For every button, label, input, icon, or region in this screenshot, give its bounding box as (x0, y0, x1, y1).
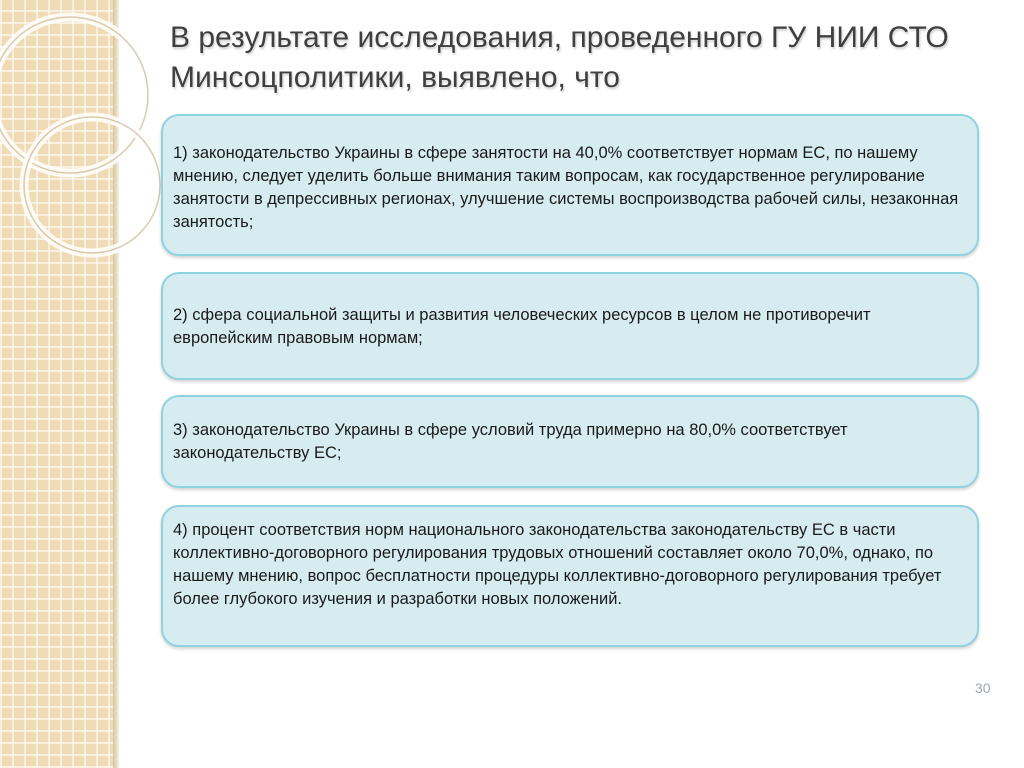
finding-box-1 (161, 114, 979, 256)
page-number: 30 (975, 680, 991, 696)
finding-box-4 (161, 505, 979, 647)
finding-text-2: 2) сфера социальной защиты и развития человеческих ресурсов в целом не противоречит европейским правовым нормам; (173, 306, 871, 347)
finding-box-2 (161, 272, 979, 380)
finding-text-3: 3) законодательство Украины в сфере условий труда примерно на 80,0% соответствует законодательству ЕС; (173, 421, 848, 462)
finding-text-4: 4) процент соответствия норм национального законодательства законодательству ЕС в части коллективно-договорного регулирования трудовых отношений составляет около 70,0%, однако, по нашему мнению, вопрос бесплатности процедуры коллективно-договорного регулирования требует более глубокого изучения и разработки новых положений. (173, 521, 942, 608)
finding-box-3 (161, 395, 979, 488)
side-pattern-background (0, 0, 113, 768)
side-pattern-edge (113, 0, 119, 768)
slide-title: В результате исследования, проведенного ГУ НИИ СТО Минсоцполитики, выявлено, что (170, 21, 949, 94)
finding-text-1: 1) законодательство Украины в сфере занятости на 40,0% соответствует нормам ЕС, по нашему мнению, следует уделить больше внимания таким вопросам, как государственное регулирование занятости в депрессивных регионах, улучшение системы воспроизводства рабочей силы, незаконная занятость; (173, 144, 959, 231)
